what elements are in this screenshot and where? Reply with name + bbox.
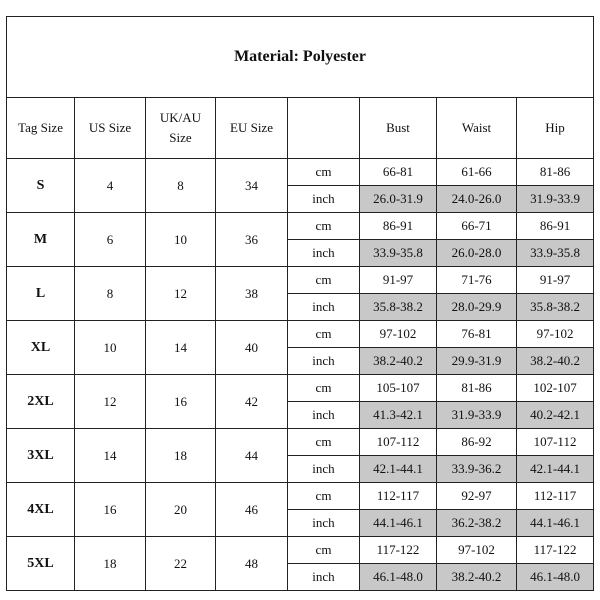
bust-inch-cell: 38.2-40.2 [360, 348, 437, 375]
waist-inch-cell: 38.2-40.2 [437, 564, 517, 591]
tag-size-cell: S [7, 159, 75, 213]
unit-inch-cell: inch [288, 402, 360, 429]
hip-cm-cell: 112-117 [517, 483, 594, 510]
size-row-cm [7, 267, 594, 294]
hip-cm-cell: 81-86 [517, 159, 594, 186]
size-row-cm [7, 537, 594, 564]
bust-cm-cell: 105-107 [360, 375, 437, 402]
uk-au-size-cell: 22 [146, 537, 216, 591]
size-row-cm [7, 321, 594, 348]
uk-au-size-cell: 10 [146, 213, 216, 267]
eu-size-cell: 36 [216, 213, 288, 267]
hip-inch-cell: 46.1-48.0 [517, 564, 594, 591]
waist-cm-cell: 71-76 [437, 267, 517, 294]
us-size-cell: 4 [75, 159, 146, 213]
header-unit [288, 98, 360, 159]
bust-cm-cell: 97-102 [360, 321, 437, 348]
uk-au-size-cell: 16 [146, 375, 216, 429]
tag-size-cell: L [7, 267, 75, 321]
unit-cm-cell: cm [288, 537, 360, 564]
tag-size-cell: 4XL [7, 483, 75, 537]
bust-cm-cell: 117-122 [360, 537, 437, 564]
uk-au-size-cell: 12 [146, 267, 216, 321]
hip-inch-cell: 38.2-40.2 [517, 348, 594, 375]
waist-cm-cell: 76-81 [437, 321, 517, 348]
size-row-cm [7, 159, 594, 186]
header-hip: Hip [517, 98, 594, 159]
waist-inch-cell: 29.9-31.9 [437, 348, 517, 375]
bust-cm-cell: 112-117 [360, 483, 437, 510]
size-row-cm [7, 429, 594, 456]
size-chart [6, 16, 593, 594]
waist-inch-cell: 31.9-33.9 [437, 402, 517, 429]
uk-au-size-cell: 18 [146, 429, 216, 483]
eu-size-cell: 42 [216, 375, 288, 429]
unit-inch-cell: inch [288, 564, 360, 591]
hip-inch-cell: 40.2-42.1 [517, 402, 594, 429]
header-uk-au-size [146, 98, 216, 159]
header-uk-au-line1: UK/AU [159, 110, 202, 125]
uk-au-size-cell: 20 [146, 483, 216, 537]
hip-cm-cell: 117-122 [517, 537, 594, 564]
unit-cm-cell: cm [288, 375, 360, 402]
size-row-cm [7, 375, 594, 402]
waist-inch-cell: 24.0-26.0 [437, 186, 517, 213]
waist-inch-cell: 26.0-28.0 [437, 240, 517, 267]
unit-inch-cell: inch [288, 294, 360, 321]
tag-size-cell: XL [7, 321, 75, 375]
unit-inch-cell: inch [288, 240, 360, 267]
size-chart-table [6, 16, 594, 591]
eu-size-cell: 44 [216, 429, 288, 483]
hip-cm-cell: 97-102 [517, 321, 594, 348]
bust-inch-cell: 35.8-38.2 [360, 294, 437, 321]
hip-cm-cell: 107-112 [517, 429, 594, 456]
header-waist: Waist [437, 98, 517, 159]
unit-inch-cell: inch [288, 348, 360, 375]
bust-inch-cell: 26.0-31.9 [360, 186, 437, 213]
us-size-cell: 8 [75, 267, 146, 321]
hip-cm-cell: 91-97 [517, 267, 594, 294]
header-bust: Bust [360, 98, 437, 159]
eu-size-cell: 34 [216, 159, 288, 213]
bust-cm-cell: 86-91 [360, 213, 437, 240]
unit-cm-cell: cm [288, 483, 360, 510]
tag-size-cell: 3XL [7, 429, 75, 483]
bust-inch-cell: 46.1-48.0 [360, 564, 437, 591]
bust-inch-cell: 42.1-44.1 [360, 456, 437, 483]
eu-size-cell: 46 [216, 483, 288, 537]
header-us-size: US Size [75, 98, 146, 159]
hip-inch-cell: 42.1-44.1 [517, 456, 594, 483]
unit-cm-cell: cm [288, 429, 360, 456]
bust-inch-cell: 41.3-42.1 [360, 402, 437, 429]
size-row-cm [7, 483, 594, 510]
waist-cm-cell: 97-102 [437, 537, 517, 564]
hip-cm-cell: 102-107 [517, 375, 594, 402]
bust-inch-cell: 33.9-35.8 [360, 240, 437, 267]
tag-size-cell: M [7, 213, 75, 267]
waist-cm-cell: 61-66 [437, 159, 517, 186]
bust-cm-cell: 91-97 [360, 267, 437, 294]
size-row-cm [7, 213, 594, 240]
us-size-cell: 16 [75, 483, 146, 537]
us-size-cell: 10 [75, 321, 146, 375]
tag-size-cell: 5XL [7, 537, 75, 591]
waist-inch-cell: 36.2-38.2 [437, 510, 517, 537]
hip-inch-cell: 35.8-38.2 [517, 294, 594, 321]
tag-size-cell: 2XL [7, 375, 75, 429]
unit-cm-cell: cm [288, 321, 360, 348]
eu-size-cell: 48 [216, 537, 288, 591]
header-uk-au-line2: Size [169, 130, 192, 145]
unit-inch-cell: inch [288, 186, 360, 213]
header-tag-size: Tag Size [7, 98, 75, 159]
unit-cm-cell: cm [288, 159, 360, 186]
waist-cm-cell: 81-86 [437, 375, 517, 402]
unit-cm-cell: cm [288, 213, 360, 240]
bust-cm-cell: 107-112 [360, 429, 437, 456]
unit-inch-cell: inch [288, 456, 360, 483]
eu-size-cell: 40 [216, 321, 288, 375]
uk-au-size-cell: 8 [146, 159, 216, 213]
hip-inch-cell: 44.1-46.1 [517, 510, 594, 537]
unit-inch-cell: inch [288, 510, 360, 537]
header-eu-size: EU Size [216, 98, 288, 159]
us-size-cell: 12 [75, 375, 146, 429]
waist-cm-cell: 66-71 [437, 213, 517, 240]
waist-inch-cell: 33.9-36.2 [437, 456, 517, 483]
unit-cm-cell: cm [288, 267, 360, 294]
eu-size-cell: 38 [216, 267, 288, 321]
waist-cm-cell: 86-92 [437, 429, 517, 456]
waist-inch-cell: 28.0-29.9 [437, 294, 517, 321]
material-title: Material: Polyester [7, 17, 594, 98]
bust-cm-cell: 66-81 [360, 159, 437, 186]
hip-cm-cell: 86-91 [517, 213, 594, 240]
hip-inch-cell: 31.9-33.9 [517, 186, 594, 213]
uk-au-size-cell: 14 [146, 321, 216, 375]
waist-cm-cell: 92-97 [437, 483, 517, 510]
hip-inch-cell: 33.9-35.8 [517, 240, 594, 267]
us-size-cell: 6 [75, 213, 146, 267]
us-size-cell: 14 [75, 429, 146, 483]
us-size-cell: 18 [75, 537, 146, 591]
bust-inch-cell: 44.1-46.1 [360, 510, 437, 537]
